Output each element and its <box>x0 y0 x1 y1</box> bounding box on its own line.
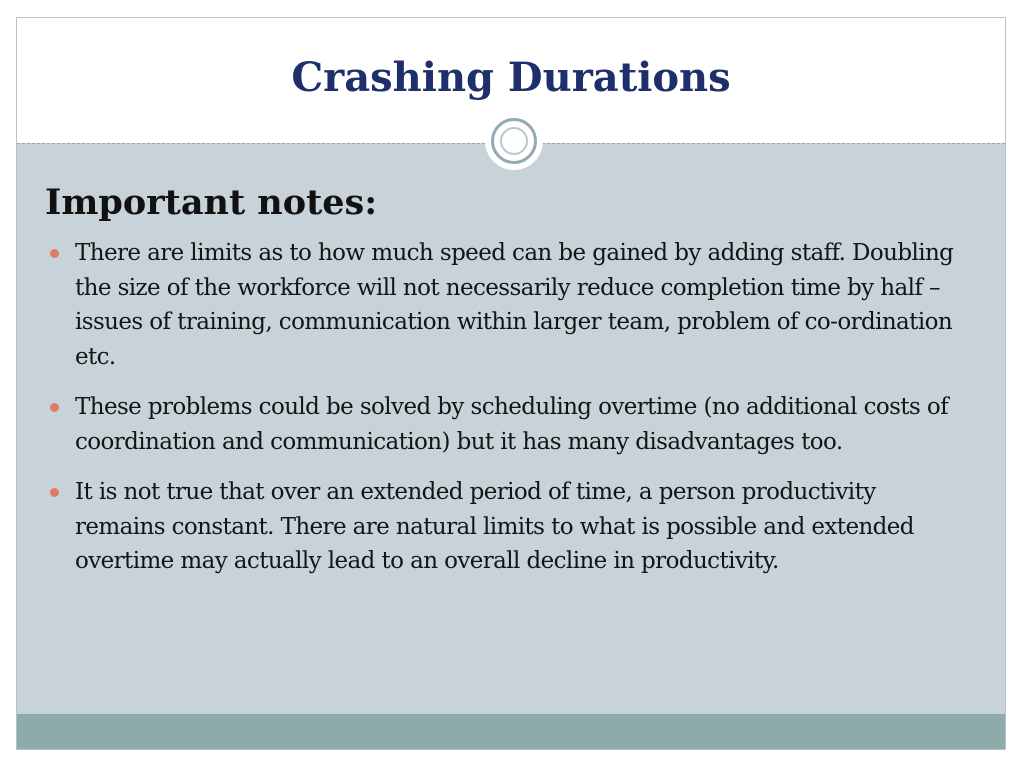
bullet-dot-icon <box>50 403 59 412</box>
list-item <box>45 236 965 374</box>
slide-content <box>45 178 965 595</box>
slide-title: Crashing Durations <box>291 54 731 101</box>
section-heading: Important notes: <box>45 182 378 223</box>
circle-ornament-core <box>500 127 528 155</box>
list-item-text: These problems could be solved by scheduling overtime (no additional costs of coordination and communication) but it has many disadvantages too. <box>75 394 949 455</box>
slide <box>16 17 1006 750</box>
list-item <box>45 475 965 579</box>
list-item-text: There are limits as to how much speed can be gained by adding staff. Doubling the size of the workforce will not necessarily reduce completion time by half – issues of training, communication within larger team, problem of co-ordination etc. <box>75 240 954 370</box>
notes-list <box>45 236 965 579</box>
list-item <box>45 390 965 459</box>
bullet-dot-icon <box>50 488 59 497</box>
circle-ornament-icon <box>485 112 543 170</box>
list-item-text: It is not true that over an extended period of time, a person productivity remains constant. There are natural limits to what is possible and extended overtime may actually lead to an overall decline in productivity. <box>75 479 914 574</box>
circle-ornament-ring <box>491 118 537 164</box>
footer-band <box>17 714 1005 749</box>
bullet-dot-icon <box>50 249 59 258</box>
